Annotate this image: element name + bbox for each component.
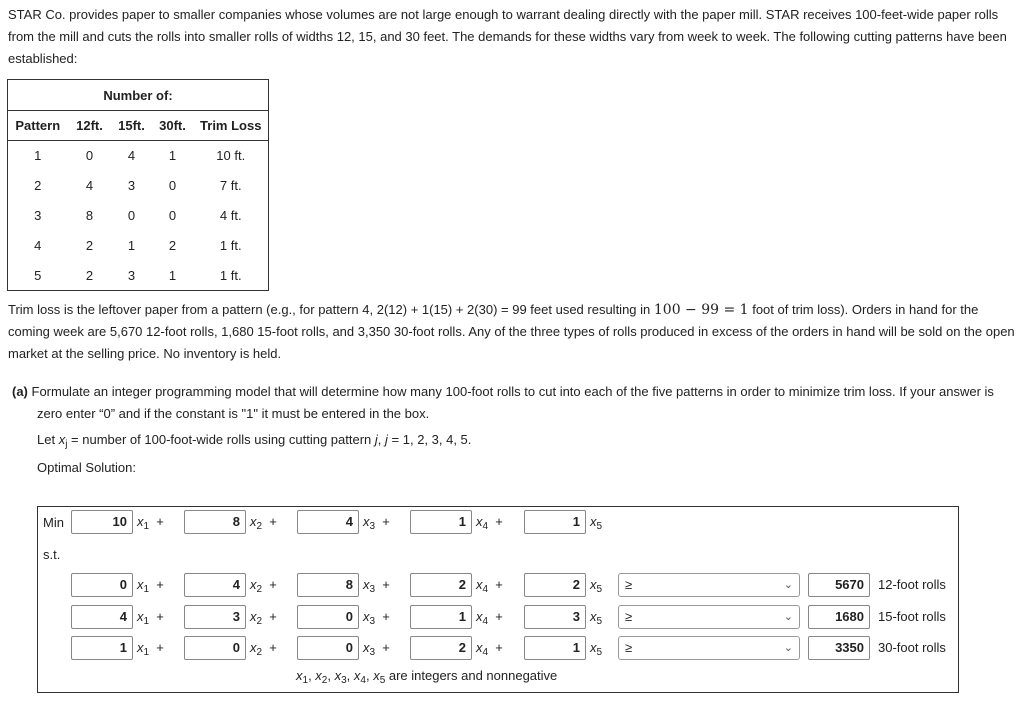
table-cell: 0 bbox=[168, 208, 177, 223]
objective-coef-x3-input[interactable]: 4 bbox=[297, 510, 359, 534]
table-cell: 8 bbox=[85, 208, 94, 223]
c2-coef-x2-input[interactable]: 3 bbox=[184, 605, 246, 629]
table-cell: 1 bbox=[168, 148, 177, 164]
c1-coef-x3-input[interactable]: 8 bbox=[297, 573, 359, 597]
col-header-trim-loss: Trim Loss bbox=[194, 111, 269, 141]
c1-label: 12-foot rolls bbox=[878, 577, 946, 592]
table-cell: 0 bbox=[168, 178, 177, 193]
term-x1: $x_1$ + bbox=[137, 577, 164, 595]
col-header-pattern: Pattern bbox=[8, 111, 68, 141]
c1-coef-x2-input[interactable]: 4 bbox=[184, 573, 246, 597]
trim-text-after: foot of trim loss). Orders in hand for the coming week are 5,670 12-foot rolls, 1,680 15-foot rolls, and 3,350 30-foot rolls. Any of the three types of rolls produced in excess of the orders in hand will be sold on the open market at the selling price. No inventory is held. bbox=[8, 302, 1015, 361]
col-header-15ft: 15ft. bbox=[112, 111, 152, 141]
table-cell: 2 bbox=[168, 238, 177, 253]
table-group-header: Number of: bbox=[8, 80, 269, 111]
table-row bbox=[8, 141, 269, 171]
c2-label: 15-foot rolls bbox=[878, 609, 946, 624]
c2-coef-x1-input[interactable]: 4 bbox=[71, 605, 133, 629]
part-a-label: (a) bbox=[12, 384, 28, 399]
term-x4: $x_4$ + bbox=[476, 640, 503, 658]
term-x2: $x_2$ + bbox=[250, 609, 277, 627]
table-cell: 1 ft. bbox=[219, 238, 242, 253]
table-cell: 1 bbox=[34, 148, 42, 164]
c2-coef-x3-input[interactable]: 0 bbox=[297, 605, 359, 629]
table-cell: 4 bbox=[85, 178, 94, 193]
let-prefix: Let bbox=[37, 432, 59, 447]
part-a-instructions bbox=[12, 381, 1018, 425]
term-x3: $x_3$ + bbox=[363, 640, 390, 658]
c1-sign-select[interactable]: ≥ ⌄ bbox=[618, 573, 800, 597]
col-header-30ft: 30ft. bbox=[152, 111, 194, 141]
table-cell: 3 bbox=[127, 267, 136, 283]
table-cell: 2 bbox=[85, 267, 94, 283]
optimal-solution-label: Optimal Solution: bbox=[37, 460, 136, 475]
st-label: s.t. bbox=[43, 547, 61, 562]
problem-intro: STAR Co. provides paper to smaller companies whose volumes are not large enough to warrant dealing directly with the paper mill. STAR receives 100-feet-wide paper rolls from the mill and cuts the rolls into smaller rolls of widths 12, 15, and 30 feet. The demands for these widths vary from week to week. The following cutting patterns have been established: bbox=[8, 7, 1007, 66]
term-x2: $x_2$ + bbox=[250, 577, 277, 595]
c3-coef-x3-input[interactable]: 0 bbox=[297, 636, 359, 660]
c3-rhs-input[interactable]: 3350 bbox=[808, 636, 870, 660]
table-cell: 0 bbox=[85, 148, 94, 164]
table-cell: 2 bbox=[85, 238, 94, 253]
objective-coef-x4-input[interactable]: 1 bbox=[410, 510, 472, 534]
term-x4: $x_4$ + bbox=[476, 514, 503, 532]
cutting-pattern-table bbox=[7, 79, 269, 291]
table-cell: 7 ft. bbox=[219, 178, 242, 193]
term-x3: $x_3$ + bbox=[363, 514, 390, 532]
term-x1: $x_1$ + bbox=[137, 640, 164, 658]
table-cell: 3 bbox=[34, 208, 42, 223]
let-sub: j bbox=[65, 439, 68, 450]
table-cell: 4 bbox=[127, 148, 136, 164]
ip-model-box bbox=[37, 506, 959, 693]
c3-coef-x4-input[interactable]: 2 bbox=[410, 636, 472, 660]
table-cell: 10 ft. bbox=[216, 148, 246, 164]
term-x1: $x_1$ + bbox=[137, 514, 164, 532]
c3-coef-x1-input[interactable]: 1 bbox=[71, 636, 133, 660]
c1-rhs-input[interactable]: 5670 bbox=[808, 573, 870, 597]
let-j: j bbox=[374, 432, 378, 447]
term-x4: $x_4$ + bbox=[476, 609, 503, 627]
term-x3: $x_3$ + bbox=[363, 577, 390, 595]
c3-coef-x5-input[interactable]: 1 bbox=[524, 636, 586, 660]
trim-text-before: Trim loss is the leftover paper from a pattern (e.g., for pattern 4, 2(12) + 1(15) + 2(30) = 99 feet used resulting in bbox=[8, 302, 654, 317]
objective-coef-x2-input[interactable]: 8 bbox=[184, 510, 246, 534]
let-post: , bbox=[377, 432, 386, 447]
let-var: x bbox=[58, 432, 66, 447]
c1-coef-x4-input[interactable]: 2 bbox=[410, 573, 472, 597]
table-cell: 1 ft. bbox=[219, 267, 242, 283]
let-mid: = number of 100-foot-wide rolls using cutting pattern bbox=[67, 432, 375, 447]
term-x3: $x_3$ + bbox=[363, 609, 390, 627]
table-row bbox=[8, 201, 269, 231]
term-x2: $x_2$ + bbox=[250, 514, 277, 532]
let-j2: j bbox=[385, 432, 388, 447]
objective-coef-x5-input[interactable]: 1 bbox=[524, 510, 586, 534]
trim-loss-paragraph bbox=[8, 299, 1020, 365]
integrality-constraint: $x_1$, $x_2$, $x_3$, $x_4$, $x_5$ are integers and nonnegative bbox=[296, 668, 558, 686]
table-cell: 2 bbox=[34, 178, 42, 193]
c2-coef-x5-input[interactable]: 3 bbox=[524, 605, 586, 629]
c3-coef-x2-input[interactable]: 0 bbox=[184, 636, 246, 660]
chevron-down-icon: ⌄ bbox=[783, 611, 793, 623]
table-cell: 4 ft. bbox=[219, 208, 242, 223]
c2-rhs-input[interactable]: 1680 bbox=[808, 605, 870, 629]
c1-coef-x5-input[interactable]: 2 bbox=[524, 573, 586, 597]
c2-sign-select[interactable]: ≥ ⌄ bbox=[618, 605, 800, 629]
table-row bbox=[8, 261, 269, 291]
c3-sign-select[interactable]: ≥ ⌄ bbox=[618, 636, 800, 660]
table-row bbox=[8, 171, 269, 201]
table-cell: 4 bbox=[34, 238, 42, 253]
part-a-question bbox=[12, 381, 1018, 479]
table-cell: 5 bbox=[34, 267, 42, 283]
trim-math: 100 − 99 = 1 bbox=[653, 302, 749, 318]
term-x5: $x_5$ bbox=[590, 609, 603, 627]
term-x4: $x_4$ + bbox=[476, 577, 503, 595]
chevron-down-icon: ⌄ bbox=[783, 642, 793, 654]
chevron-down-icon: ⌄ bbox=[783, 579, 793, 591]
c1-coef-x1-input[interactable]: 0 bbox=[71, 573, 133, 597]
term-x1: $x_1$ + bbox=[137, 609, 164, 627]
term-x5: $x_5$ bbox=[590, 640, 603, 658]
table-cell: 0 bbox=[127, 208, 136, 223]
min-label: Min bbox=[43, 515, 64, 530]
col-header-12ft: 12ft. bbox=[68, 111, 112, 141]
table-row bbox=[8, 231, 269, 261]
variable-definition bbox=[12, 429, 1018, 453]
term-x5: $x_5$ bbox=[590, 514, 603, 532]
c3-label: 30-foot rolls bbox=[878, 640, 946, 655]
c2-coef-x4-input[interactable]: 1 bbox=[410, 605, 472, 629]
table-cell: 1 bbox=[168, 267, 177, 283]
term-x5: $x_5$ bbox=[590, 577, 603, 595]
objective-coef-x1-input[interactable]: 10 bbox=[71, 510, 133, 534]
part-a-text: Formulate an integer programming model that will determine how many 100-foot rolls to cut into each of the five patterns in order to minimize trim loss. If your answer is zero enter “0” and if the constant is "1" it must be entered in the box. bbox=[27, 384, 994, 421]
let-end: = 1, 2, 3, 4, 5. bbox=[387, 432, 472, 447]
table-cell: 1 bbox=[127, 238, 136, 253]
term-x2: $x_2$ + bbox=[250, 640, 277, 658]
table-cell: 3 bbox=[127, 178, 136, 193]
